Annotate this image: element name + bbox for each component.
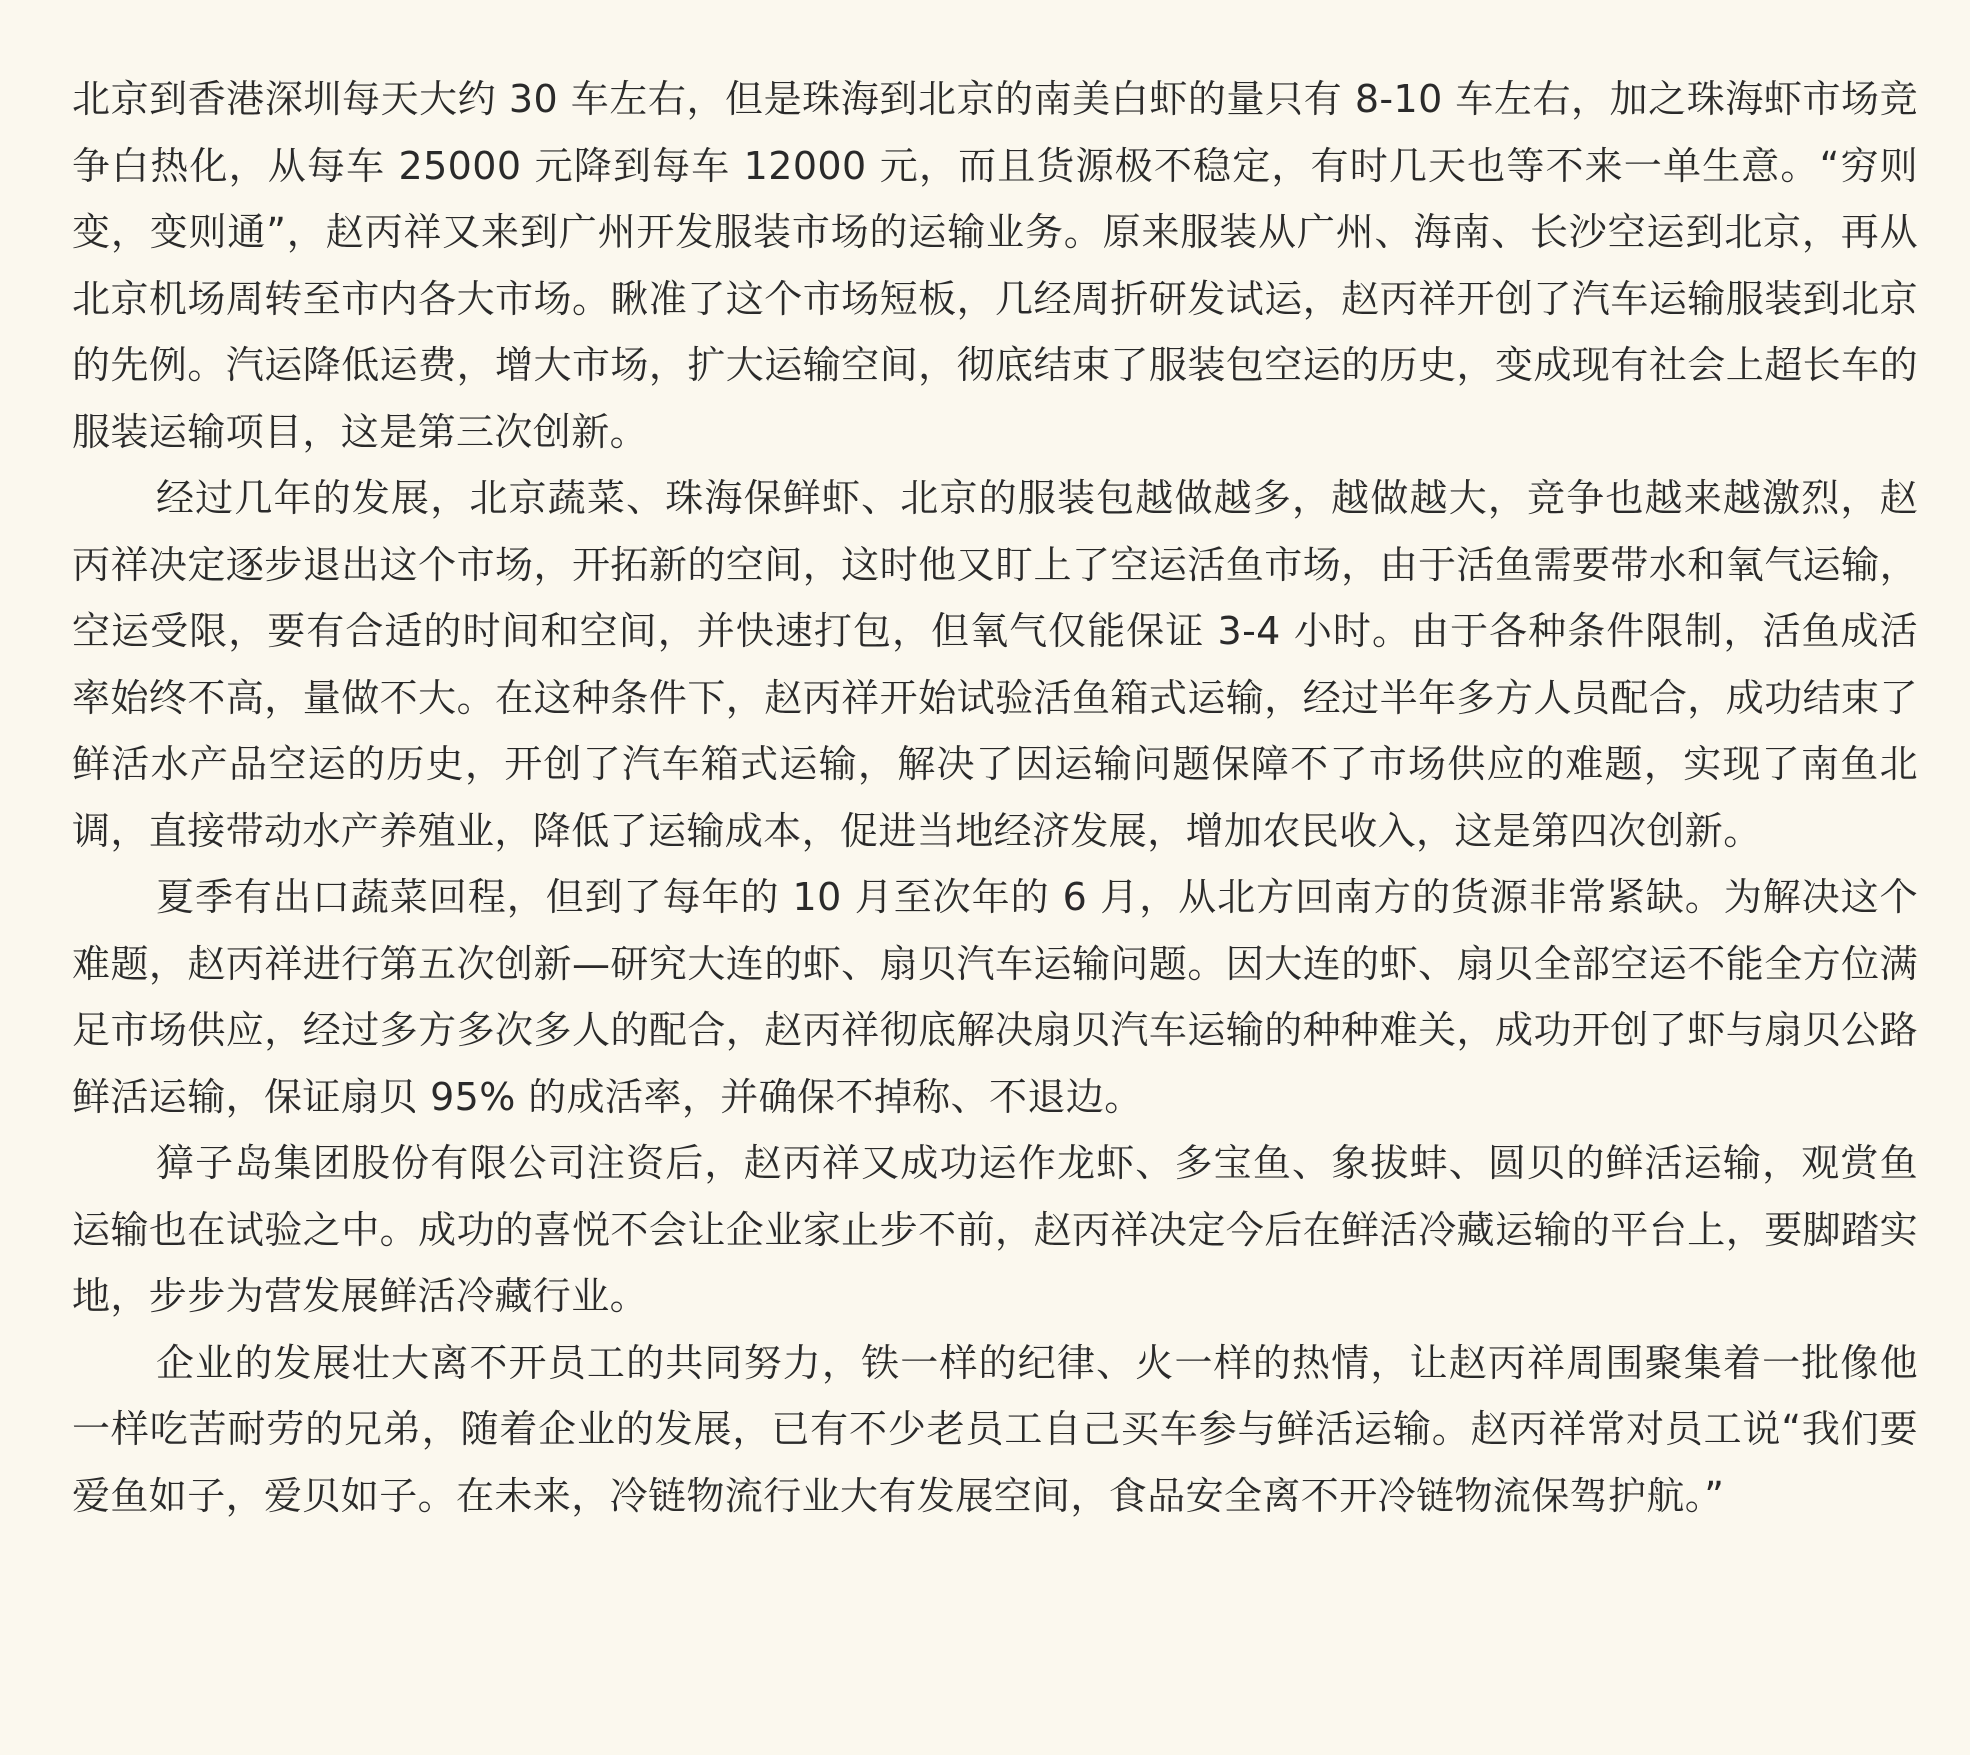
paragraph-2: 经过几年的发展，北京蔬菜、珠海保鲜虾、北京的服装包越做越多，越做越大，竞争也越来越激烈，赵丙祥决定逐步退出这个市场，开拓新的空间，这时他又盯上了空运活鱼市场，由于活鱼需要带水和氧气运输，空运受限，要有合适的时间和空间，并快速打包，但氧气仅能保证 3-4 小时。由于各种条件限制，活鱼成活率始终不高，量做不大。在这种条件下，赵丙祥开始试验活鱼箱式运输，经过半年多方人员配合，成功结束了鲜活水产品空运的历史，开创了汽车箱式运输，解决了因运输问题保障不了市场供应的难题，实现了南鱼北调，直接带动水产养殖业，降低了运输成本，促进当地经济发展，增加农民收入，这是第四次创新。 bbox=[72, 476, 1918, 853]
paragraph-4: 獐子岛集团股份有限公司注资后，赵丙祥又成功运作龙虾、多宝鱼、象拔蚌、圆贝的鲜活运输，观赏鱼运输也在试验之中。成功的喜悦不会让企业家止步不前，赵丙祥决定今后在鲜活冷藏运输的平台上，要脚踏实地，步步为营发展鲜活冷藏行业。 bbox=[72, 1141, 1918, 1318]
article-body bbox=[72, 66, 1918, 1529]
paragraph-3: 夏季有出口蔬菜回程，但到了每年的 10 月至次年的 6 月，从北方回南方的货源非常紧缺。为解决这个难题，赵丙祥进行第五次创新—研究大连的虾、扇贝汽车运输问题。因大连的虾、扇贝全部空运不能全方位满足市场供应，经过多方多次多人的配合，赵丙祥彻底解决扇贝汽车运输的种种难关，成功开创了虾与扇贝公路鲜活运输，保证扇贝 95% 的成活率，并确保不掉称、不退边。 bbox=[72, 875, 1918, 1119]
paragraph-1: 北京到香港深圳每天大约 30 车左右，但是珠海到北京的南美白虾的量只有 8-10 车左右，加之珠海虾市场竞争白热化，从每车 25000 元降到每车 12000 元，而且货源极不稳定，有时几天也等不来一单生意。“穷则变，变则通”，赵丙祥又来到广州开发服装市场的运输业务。原来服装从广州、海南、长沙空运到北京，再从北京机场周转至市内各大市场。瞅准了这个市场短板，几经周折研发试运，赵丙祥开创了汽车运输服装到北京的先例。汽运降低运费，增大市场，扩大运输空间，彻底结束了服装包空运的历史，变成现有社会上超长车的服装运输项目，这是第三次创新。 bbox=[72, 77, 1918, 454]
paragraph-5: 企业的发展壮大离不开员工的共同努力，铁一样的纪律、火一样的热情，让赵丙祥周围聚集着一批像他一样吃苦耐劳的兄弟，随着企业的发展，已有不少老员工自己买车参与鲜活运输。赵丙祥常对员工说“我们要爱鱼如子，爱贝如子。在未来，冷链物流行业大有发展空间，食品安全离不开冷链物流保驾护航。” bbox=[72, 1340, 1918, 1518]
